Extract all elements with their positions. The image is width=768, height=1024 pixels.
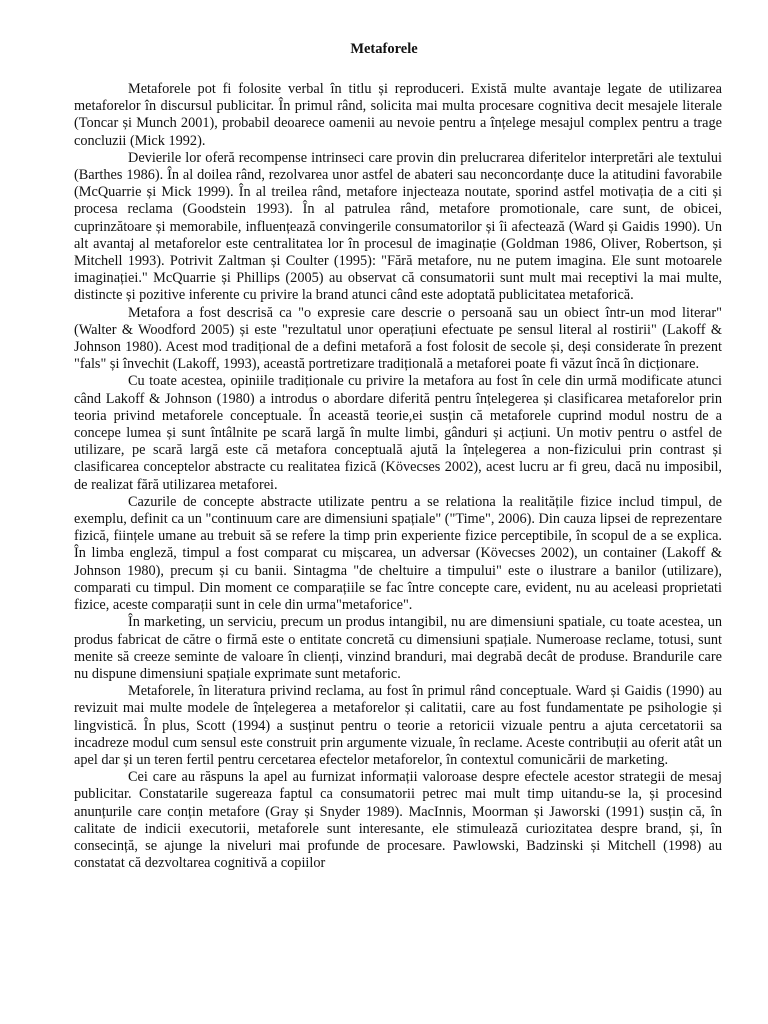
- paragraph: Cei care au răspuns la apel au furnizat informații valoroase despre efectele acestor strategii de mesaj publicitar. Constatarile sugereaza faptul ca consumatorii petrec mai mult timp uitandu-se la, și procesind anunțurile care conțin metafore (Gray și Snyder 1989). MacInnis, Moorman și Jaworski (1991) susțin că, în calitate de indicii executorii, metaforele sunt interesante, ele stimulează curiozitatea despre brand, și, în consecință, se ajunge la niveluri mai profunde de procesare. Pawlowski, Badzinski și Mitchell (1998) au constatat că dezvoltarea cognitivă a copiilor: [74, 769, 722, 872]
- paragraph: Metafora a fost descrisă ca "o expresie care descrie o persoană sau un obiect într-un mod literar" (Walter & Woodford 2005) și este "rezultatul unor operațiuni efectuate pe sensul literal al rostirii" (Lakoff & Johnson 1980). Acest mod tradițional de a defini metaforă a fost folosit de secole și, deși considerate în prezent "fals" și învechit (Lakoff, 1993), această portretizare tradițională a metaforei poate fi văzut încă în dicționare.: [74, 304, 722, 373]
- paragraph: Cazurile de concepte abstracte utilizate pentru a se relationa la realitățile fizice includ timpul, de exemplu, definit ca un "continuum care are dimensiuni spațiale" ("Time", 2006). Din cauza lipsei de reprezentare fizică, ființele umane au trebuit să se refere la timp prin experiente fizice perceptibile, în scopul de a se explica. În limba engleză, timpul a fost comparat cu mișcarea, un adversar (Kövecses 2002), un container (Lakoff & Johnson 1980), precum și cu banii. Sintagma "de cheltuire a timpului" este o ilustrare a banilor (utilizare), comparati cu timpul. Din moment ce comparațiile se fac între concepte care, evident, nu au aceleasi proprietati fizice, aceste comparații sunt in cele din urma"metaforice".: [74, 493, 722, 614]
- paragraph: Cu toate acestea, opiniile tradiționale cu privire la metafora au fost în cele din urmă modificate atunci când Lakoff & Johnson (1980) a introdus o abordare diferită pentru înțelegerea și clasificarea metaforelor prin teoria privind metaforele conceptuale. În această teorie,ei susțin că metaforele cuprind modul nostru de a concepe lumea și sunt întâlnite pe scară largă în multe limbi, gânduri și acțiuni. Un motiv pentru o astfel de utilizare, pe scară largă este că metafora conceptuală ajută la înțelegerea a non-fizicului prin contrast și clasificarea conceptelor abstracte cu realitatea fizică (Kövecses 2002), acest lucru ar fi greu, dacă nu imposibil, de realizat fără utilizarea metaforei.: [74, 373, 722, 493]
- body-text: [74, 81, 722, 872]
- paragraph: Metaforele pot fi folosite verbal în titlu și reproduceri. Există multe avantaje legate de utilizarea metaforelor în discursul publicitar. În primul rând, solicita mai multa procesare cognitiva decit mesajele literale (Toncar și Munch 2001), probabil deoarece oamenii au nevoie pentru a înțelege mesajul complex pentru a trage concluzii (Mick 1992).: [74, 81, 722, 149]
- paragraph: Devierile lor oferă recompense intrinseci care provin din prelucrarea diferitelor interpretări ale textului (Barthes 1986). În al doilea rând, rezolvarea unor astfel de abateri sau neconcordanțe duce la atitudini favorabile (McQuarrie și Mick 1999). În al treilea rând, metafore injecteaza noutate, sporind astfel motivația de a citi și procesa reclama (Goodstein 1993). În al patrulea rând, metafore promotionale, care sunt, de obicei, cuprinzătoare și memorabile, influențează convingerile consumatorilor și îi afectează (Ward și Gaidis 1990). Un alt avantaj al metaforelor este centralitatea lor în procesul de imaginație (Goldman 1986, Oliver, Robertson, și Mitchell 1993). Potrivit Zaltman și Coulter (1995): "Fără metafore, nu ne putem imagina. Ele sunt motoarele imaginației." McQuarrie și Phillips (2005) au observat că consumatorii sunt mult mai receptivi la mai multe, distincte și pozitive inferente cu privire la brand atunci când este adoptată publicitatea metaforică.: [74, 149, 722, 304]
- page-title: Metaforele: [350, 41, 418, 57]
- paragraph: Metaforele, în literatura privind reclama, au fost în primul rând conceptuale. Ward și Gaidis (1990) au revizuit mai multe modele de înțelegerea a metaforelor și calitatii, care au fost fundamentate pe psihologie și lingvistică. În plus, Scott (1994) a susținut pentru o teorie a retoricii vizuale pentru a ajuta cercetatorii sa incadreze modul cum sensul este construit prin argumente vizuale, în reclame. Aceste contribuții au oferit atât un apel dar și un teren fertil pentru cercetarea efectelor metaforelor, în contextul comunicării de marketing.: [74, 683, 722, 768]
- paragraph: În marketing, un serviciu, precum un produs intangibil, nu are dimensiuni spatiale, cu toate acestea, un produs fabricat de către o firmă este o entitate concretă cu dimensiuni spațiale. Numeroase reclame, totusi, sunt menite să creeze seminte de valoare în clienți, vinzind branduri, mai degrabă decât de produse. Brandurile care nu dispune dimensiuni spațiale exprimate sunt metaforic.: [74, 614, 722, 682]
